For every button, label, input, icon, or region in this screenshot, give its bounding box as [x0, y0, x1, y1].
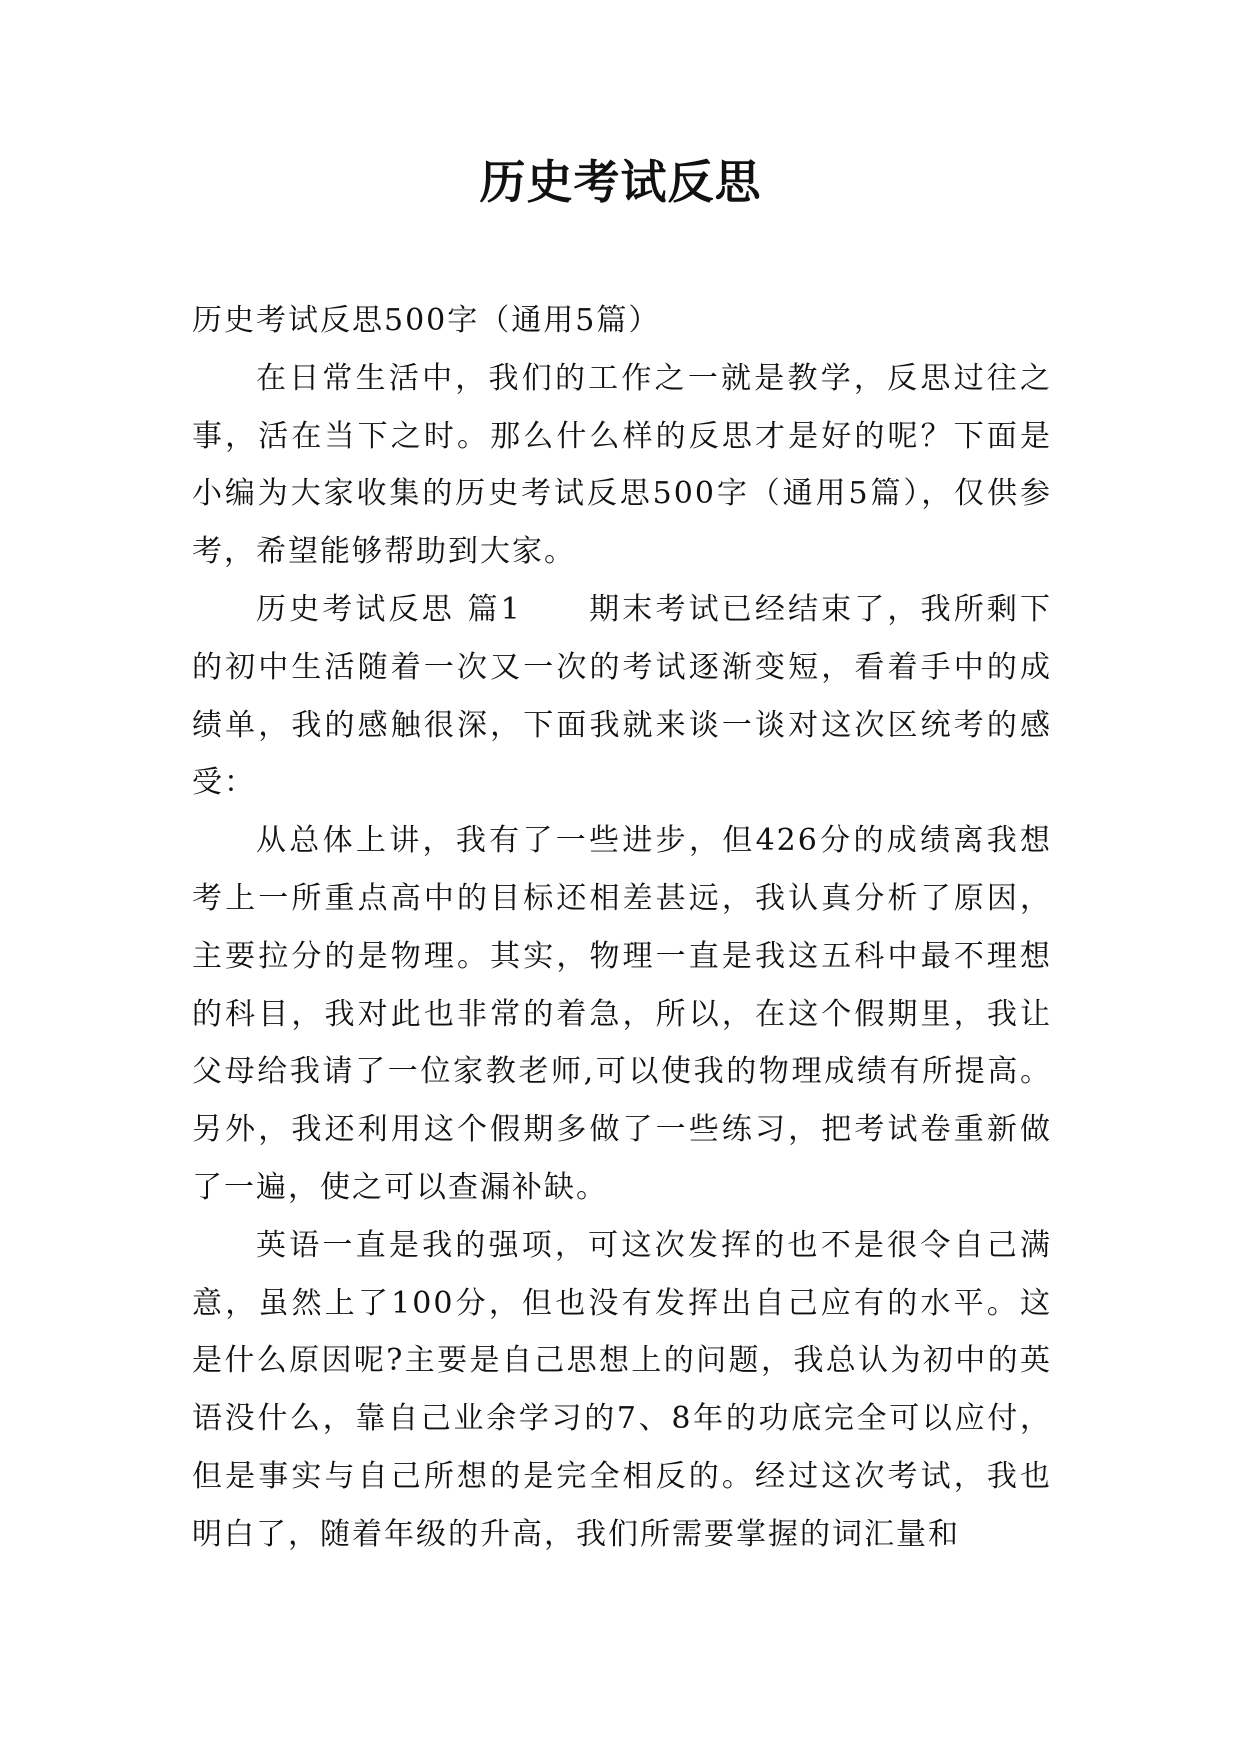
paragraph-section-1-opening: 历史考试反思 篇1 期末考试已经结束了，我所剩下的初中生活随着一次又一次的考试逐渐变短，看着手中的成绩单，我的感触很深，下面我就来谈一谈对这次区统考的感受：	[192, 591, 1052, 801]
paragraph-intro: 在日常生活中，我们的工作之一就是教学，反思过往之事，活在当下之时。那么什么样的反思才是好的呢？下面是小编为大家收集的历史考试反思500字（通用5篇），仅供参考，希望能够帮助到大家。	[192, 360, 1052, 570]
paragraph-english-reflection: 英语一直是我的强项，可这次发挥的也不是很令自己满意，虽然上了100分，但也没有发挥出自己应有的水平。这是什么原因呢?主要是自己思想上的问题，我总认为初中的英语没什么，靠自己业余学习的7、8年的功底完全可以应付，但是事实与自己所想的是完全相反的。经过这次考试，我也明白了，随着年级的升高，我们所需要掌握的词汇量和	[192, 1227, 1052, 1552]
document-body	[192, 292, 1052, 1564]
paragraph-physics-reflection: 从总体上讲，我有了一些进步，但426分的成绩离我想考上一所重点高中的目标还相差甚远，我认真分析了原因，主要拉分的是物理。其实，物理一直是我这五科中最不理想的科目，我对此也非常的着急，所以，在这个假期里，我让父母给我请了一位家教老师,可以使我的物理成绩有所提高。另外，我还利用这个假期多做了一些练习，把考试卷重新做了一遍，使之可以查漏补缺。	[192, 823, 1052, 1205]
document-subtitle: 历史考试反思500字（通用5篇）	[192, 303, 661, 338]
document-title: 历史考试反思	[479, 155, 762, 209]
